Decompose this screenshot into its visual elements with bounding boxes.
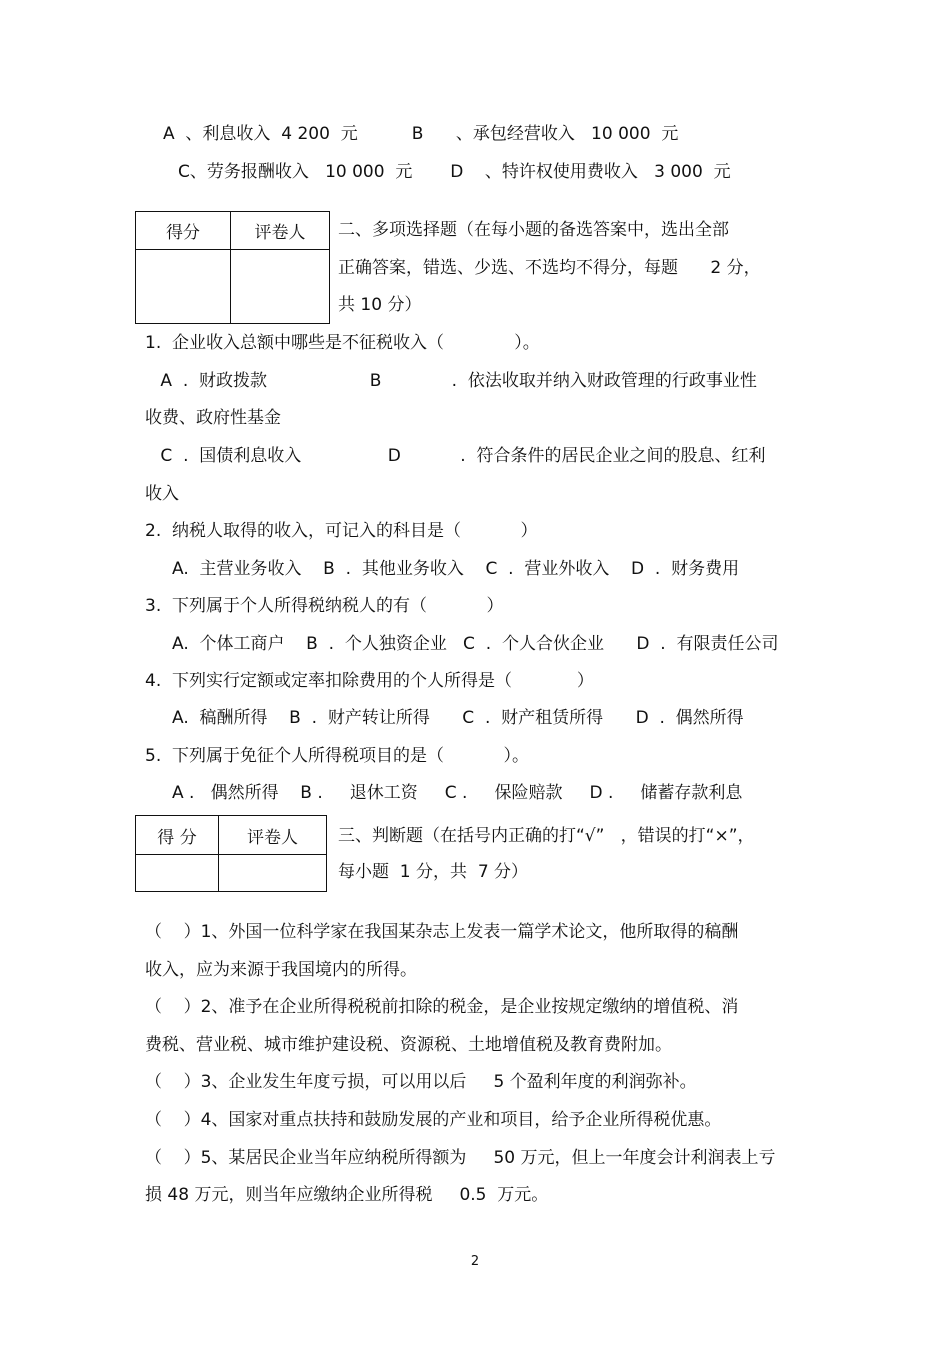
option-line-c-d: C、劳务报酬收入 10 000 元 D 、特许权使用费收入 3 000 元 [178, 162, 731, 182]
score-header: 得分 [136, 212, 231, 250]
score-box-section3 [135, 815, 327, 892]
section2-heading-cont: 正确答案，错选、少选、不选均不得分，每题 2 分， [338, 258, 761, 278]
section3-heading: 三、判断题（在括号内正确的打“√” ，错误的打“×”， [338, 826, 755, 846]
question-2-options: A. 主营业务收入 B . 其他业务收入 C . 营业外收入 D . 财务费用 [172, 559, 740, 579]
question-5: 5. 下列属于免征个人所得税项目的是（ ）。 [145, 746, 529, 766]
statement-1: （ ）1、外国一位科学家在我国某杂志上发表一篇学术论文，他所取得的稿酬 [145, 922, 739, 942]
score-cell [136, 855, 219, 892]
option-line-a-b: A 、利息收入 4 200 元 B 、承包经营收入 10 000 元 [163, 124, 679, 144]
question-3-options: A. 个体工商户 B . 个人独资企业 C . 个人合伙企业 D . 有限责任公司 [172, 634, 779, 654]
question-1-options-ab: A . 财政拨款 B . 依法收取并纳入财政管理的行政事业性 [155, 371, 757, 391]
statement-1-cont: 收入，应为来源于我国境内的所得。 [145, 960, 417, 980]
section2-heading: 二、多项选择题（在每小题的备选答案中，选出全部 [338, 220, 729, 240]
question-4: 4. 下列实行定额或定率扣除费用的个人所得是（ ） [145, 671, 594, 691]
page-number: 2 [470, 1254, 480, 1269]
question-1-options-cd: C . 国债利息收入 D . 符合条件的居民企业之间的股息、红利 [155, 446, 766, 466]
section3-heading-cont: 每小题 1 分，共 7 分） [338, 862, 529, 882]
score-cell [136, 250, 231, 324]
question-3: 3. 下列属于个人所得税纳税人的有（ ） [145, 596, 504, 616]
statement-2: （ ）2、准予在企业所得税税前扣除的税金，是企业按规定缴纳的增值税、消 [145, 997, 739, 1017]
question-1-options-cd-cont: 收入 [145, 484, 179, 504]
statement-3: （ ）3、企业发生年度亏损，可以用以后 5 个盈利年度的利润弥补。 [145, 1072, 697, 1092]
question-4-options: A. 稿酬所得 B . 财产转让所得 C . 财产租赁所得 D . 偶然所得 [172, 708, 744, 728]
grader-cell [231, 250, 330, 324]
section2-heading-cont2: 共 10 分） [338, 295, 422, 315]
question-1-options-ab-cont: 收费、政府性基金 [145, 408, 281, 428]
grader-header: 评卷人 [231, 212, 330, 250]
statement-5-cont: 损 48 万元，则当年应缴纳企业所得税 0.5 万元。 [145, 1185, 549, 1205]
statement-5: （ ）5、某居民企业当年应纳税所得额为 50 万元，但上一年度会计利润表上亏 [145, 1148, 776, 1168]
statement-4: （ ）4、国家对重点扶持和鼓励发展的产业和项目，给予企业所得税优惠。 [145, 1110, 722, 1130]
question-1: 1. 企业收入总额中哪些是不征税收入（ ）。 [145, 333, 540, 353]
question-2: 2. 纳税人取得的收入，可记入的科目是（ ） [145, 521, 538, 541]
score-header: 得 分 [136, 816, 219, 855]
grader-header: 评卷人 [219, 816, 327, 855]
grader-cell [219, 855, 327, 892]
statement-2-cont: 费税、营业税、城市维护建设税、资源税、土地增值税及教育费附加。 [145, 1035, 672, 1055]
question-5-options: A . 偶然所得 B . 退休工资 C . 保险赔款 D . 储蓄存款利息 [172, 783, 743, 803]
score-box-section2 [135, 211, 330, 324]
